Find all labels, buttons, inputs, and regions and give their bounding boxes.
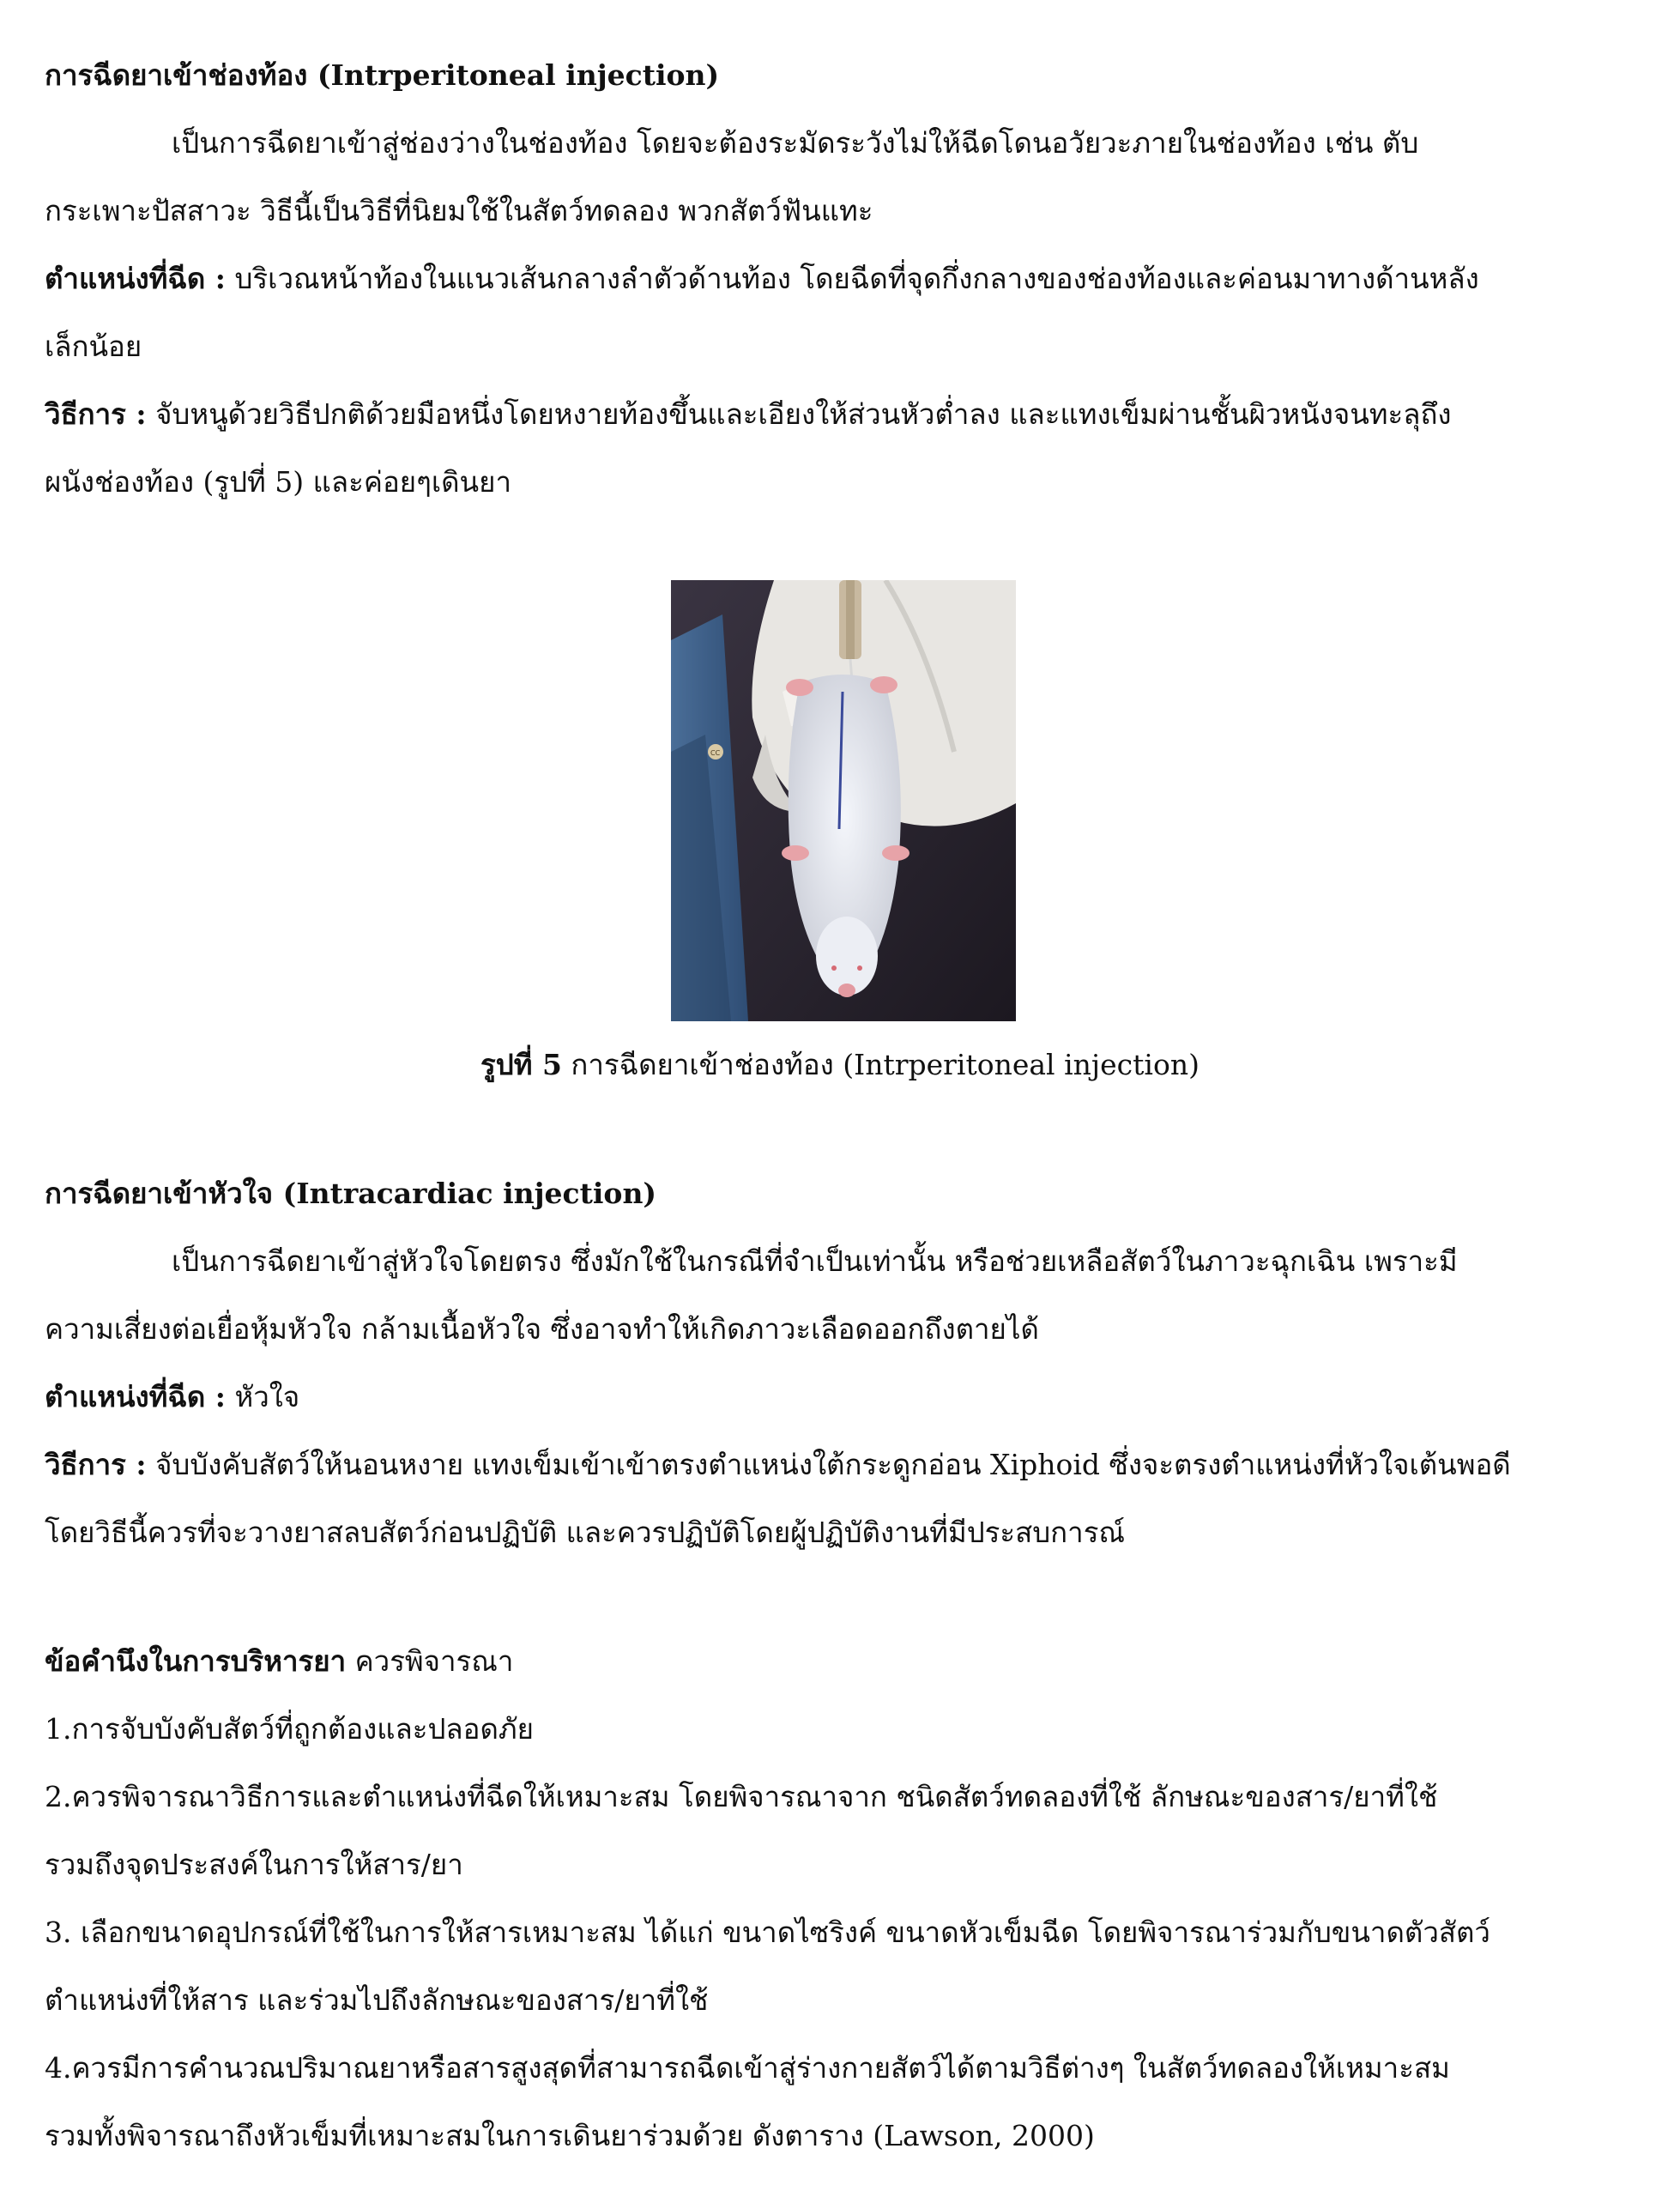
ic-intro-line2: ความเสี่ยงต่อเยื่อหุ้มหัวใจ กล้ามเนื้อหัวใจ ซึ่งอาจทำให้เกิดภาวะเลือดออกถึงตายได้ [45,1312,1039,1346]
considerations-heading-bold: ข้อคำนึงในการบริหารยา [45,1644,347,1678]
ic-heading: การฉีดยาเข้าหัวใจ (Intracardiac injection) [45,1177,657,1210]
ip-section [45,41,1635,516]
ic-site-label: ตำแหน่งที่ฉีด : [45,1380,226,1413]
ip-heading: การฉีดยาเข้าช่องท้อง (Intrperitoneal injection) [45,58,720,92]
ic-method-label: วิธีการ : [45,1448,147,1481]
ip-site-label: ตำแหน่งที่ฉีด : [45,262,226,295]
consideration-item-4-line1: 4.ควรมีการคำนวณปริมาณยาหรือสารสูงสุดที่สามารถฉีดเข้าสู่ร่างกายสัตว์ได้ตามวิธีต่างๆ ในสัตว์ทดลองให้เหมาะสม [45,2051,1450,2085]
ic-method-line1 [45,1431,1635,1498]
ic-site-text: หัวใจ [226,1380,300,1413]
ip-method-line1 [45,380,1635,448]
ic-site-line [45,1363,1635,1431]
considerations-heading-rest: ควรพิจารณา [346,1644,514,1678]
sleeve-tag-text: CC [710,749,721,757]
ip-site-text: บริเวณหน้าท้องในแนวเส้นกลางลำตัวด้านท้อง โดยฉีดที่จุดกึ่งกลางของช่องท้องและค่อนมาทางด้านหลัง [226,262,1479,295]
ip-site-line1 [45,245,1635,312]
consideration-item-2-line1: 2.ควรพิจารณาวิธีการและตำแหน่งที่ฉีดให้เหมาะสม โดยพิจารณาจาก ชนิดสัตว์ทดลองที่ใช้ ลักษณะของสาร/ยาที่ใช้ [45,1780,1438,1813]
caption-label: รูปที่ 5 [480,1048,562,1081]
ip-site-line2: เล็กน้อย [45,330,142,363]
ip-method-label: วิธีการ : [45,397,147,431]
consideration-item-2-line2: รวมถึงจุดประสงค์ในการให้สาร/ยา [45,1848,463,1881]
considerations-section [45,1627,1635,2170]
consideration-item-1: 1.การจับบังคับสัตว์ที่ถูกต้องและปลอดภัย [45,1712,534,1746]
ip-intro-line1: เป็นการฉีดยาเข้าสู่ช่องว่างในช่องท้อง โดยจะต้องระมัดระวังไม่ให้ฉีดโดนอวัยวะภายในช่องท้อง เช่น ตับ [172,126,1419,160]
figure-caption [0,1031,1680,1098]
consideration-item-3-line2: ตำแหน่งที่ให้สาร และร่วมไปถึงลักษณะของสาร/ยาที่ใช้ [45,1983,709,2017]
ip-intro-line2: กระเพาะปัสสาวะ วิธีนี้เป็นวิธีที่นิยมใช้ในสัตว์ทดลอง พวกสัตว์ฟันแทะ [45,194,873,227]
mouse-injection-photo [671,580,1016,1021]
ic-section [45,1159,1635,1566]
ic-intro-line1: เป็นการฉีดยาเข้าสู่หัวใจโดยตรง ซึ่งมักใช้ในกรณีที่จำเป็นเท่านั้น หรือช่วยเหลือสัตว์ในภาวะฉุกเฉิน เพราะมี [172,1244,1458,1278]
ip-method-line2: ผนังช่องท้อง (รูปที่ 5) และค่อยๆเดินยา [45,465,511,499]
consideration-item-3-line1: 3. เลือกขนาดอุปกรณ์ที่ใช้ในการให้สารเหมาะสม ได้แก่ ขนาดไซริงค์ ขนาดหัวเข็มฉีด โดยพิจารณาร่วมกับขนาดตัวสัตว์ [45,1916,1490,1949]
mouse-photo-illustration [671,580,1016,1021]
ic-method-line2: โดยวิธีนี้ควรที่จะวางยาสลบสัตว์ก่อนปฏิบัติ และควรปฏิบัติโดยผู้ปฏิบัติงานที่มีประสบการณ์ [45,1516,1126,1549]
consideration-item-4-line2: รวมทั้งพิจารณาถึงหัวเข็มที่เหมาะสมในการเดินยาร่วมด้วย ดังตาราง (Lawson, 2000) [45,2119,1095,2152]
caption-text: การฉีดยาเข้าช่องท้อง (Intrperitoneal injection) [561,1048,1200,1081]
considerations-heading [45,1627,1635,1695]
ic-method-text: จับบังคับสัตว์ให้นอนหงาย แทงเข็มเข้าเข้าตรงตำแหน่งใต้กระดูกอ่อน Xiphoid ซึ่งจะตรงตำแหน่งที่หัวใจเต้นพอดี [146,1448,1511,1481]
ip-method-text: จับหนูด้วยวิธีปกติด้วยมือหนึ่งโดยหงายท้องขึ้นและเอียงให้ส่วนหัวต่ำลง และแทงเข็มผ่านชั้นผิวหนังจนทะลุถึง [146,397,1452,431]
